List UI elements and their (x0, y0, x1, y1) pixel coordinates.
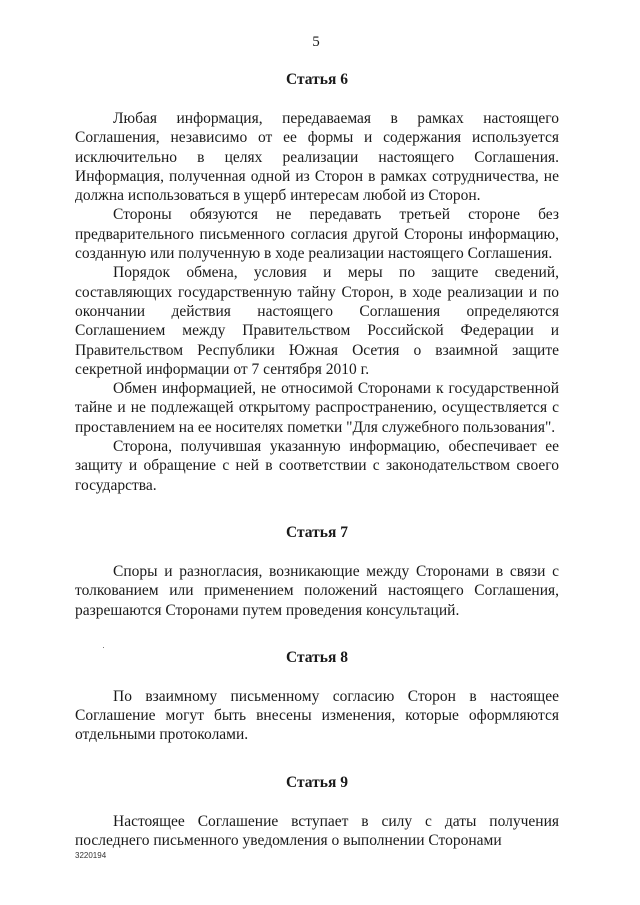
page-number: 5 (312, 34, 320, 50)
article-6 (75, 70, 559, 495)
paragraph: Обмен информацией, не относимой Сторонами к государственной тайне и не подлежащей открытому распространению, осуществляется с проставлением на ее носителях пометки "Для служебного пользования". (75, 380, 559, 436)
paragraph: Настоящее Соглашение вступает в силу с даты получения последнего письменного уведомления о выполнении Сторонами (75, 812, 559, 850)
paragraph: Порядок обмена, условия и меры по защите сведений, составляющих государственную тайну Сторон, в ходе реализации и по окончании действия настоящего Соглашения определяются Соглашением между Правительством Российской Федерации и Правительством Республики Южная Осетия о взаимной защите секретной информации от 7 сентября 2010 г. (75, 264, 559, 378)
paragraph: По взаимному письменному согласию Сторон в настоящее Соглашение могут быть внесены изменения, которые оформляются отдельными протоколами. (75, 687, 559, 744)
article-title: Статья 7 (286, 523, 348, 541)
document-body (75, 70, 559, 850)
paragraph: Сторона, получившая указанную информацию, обеспечивает ее защиту и обращение с ней в соответствии с законодательством своего государства. (75, 438, 559, 494)
article-7 (75, 523, 559, 620)
footer-document-code: 3220194 (75, 851, 107, 860)
paragraph: Любая информация, передаваемая в рамках настоящего Соглашения, независимо от ее формы и содержания используется исключительно в целях реализации настоящего Соглашения. Информация, полученная одной из Сторон в рамках сотрудничества, не должна использоваться в ущерб интересам любой из Сторон. (75, 110, 559, 205)
paragraph: Споры и разногласия, возникающие между Сторонами в связи с толкованием или применением положений настоящего Соглашения, разрешаются Сторонами путем проведения консультаций. (75, 562, 559, 619)
article-title: Статья 8 (286, 648, 348, 666)
article-title: Статья 9 (286, 773, 348, 791)
article-9 (75, 773, 559, 851)
article-title: Статья 6 (286, 71, 348, 88)
article-8 (75, 648, 559, 745)
paragraph: Стороны обязуются не передавать третьей стороне без предварительного письменного согласия другой Стороны информацию, созданную или полученную в ходе реализации настоящего Соглашения. (75, 206, 559, 263)
scan-speck (103, 647, 104, 648)
